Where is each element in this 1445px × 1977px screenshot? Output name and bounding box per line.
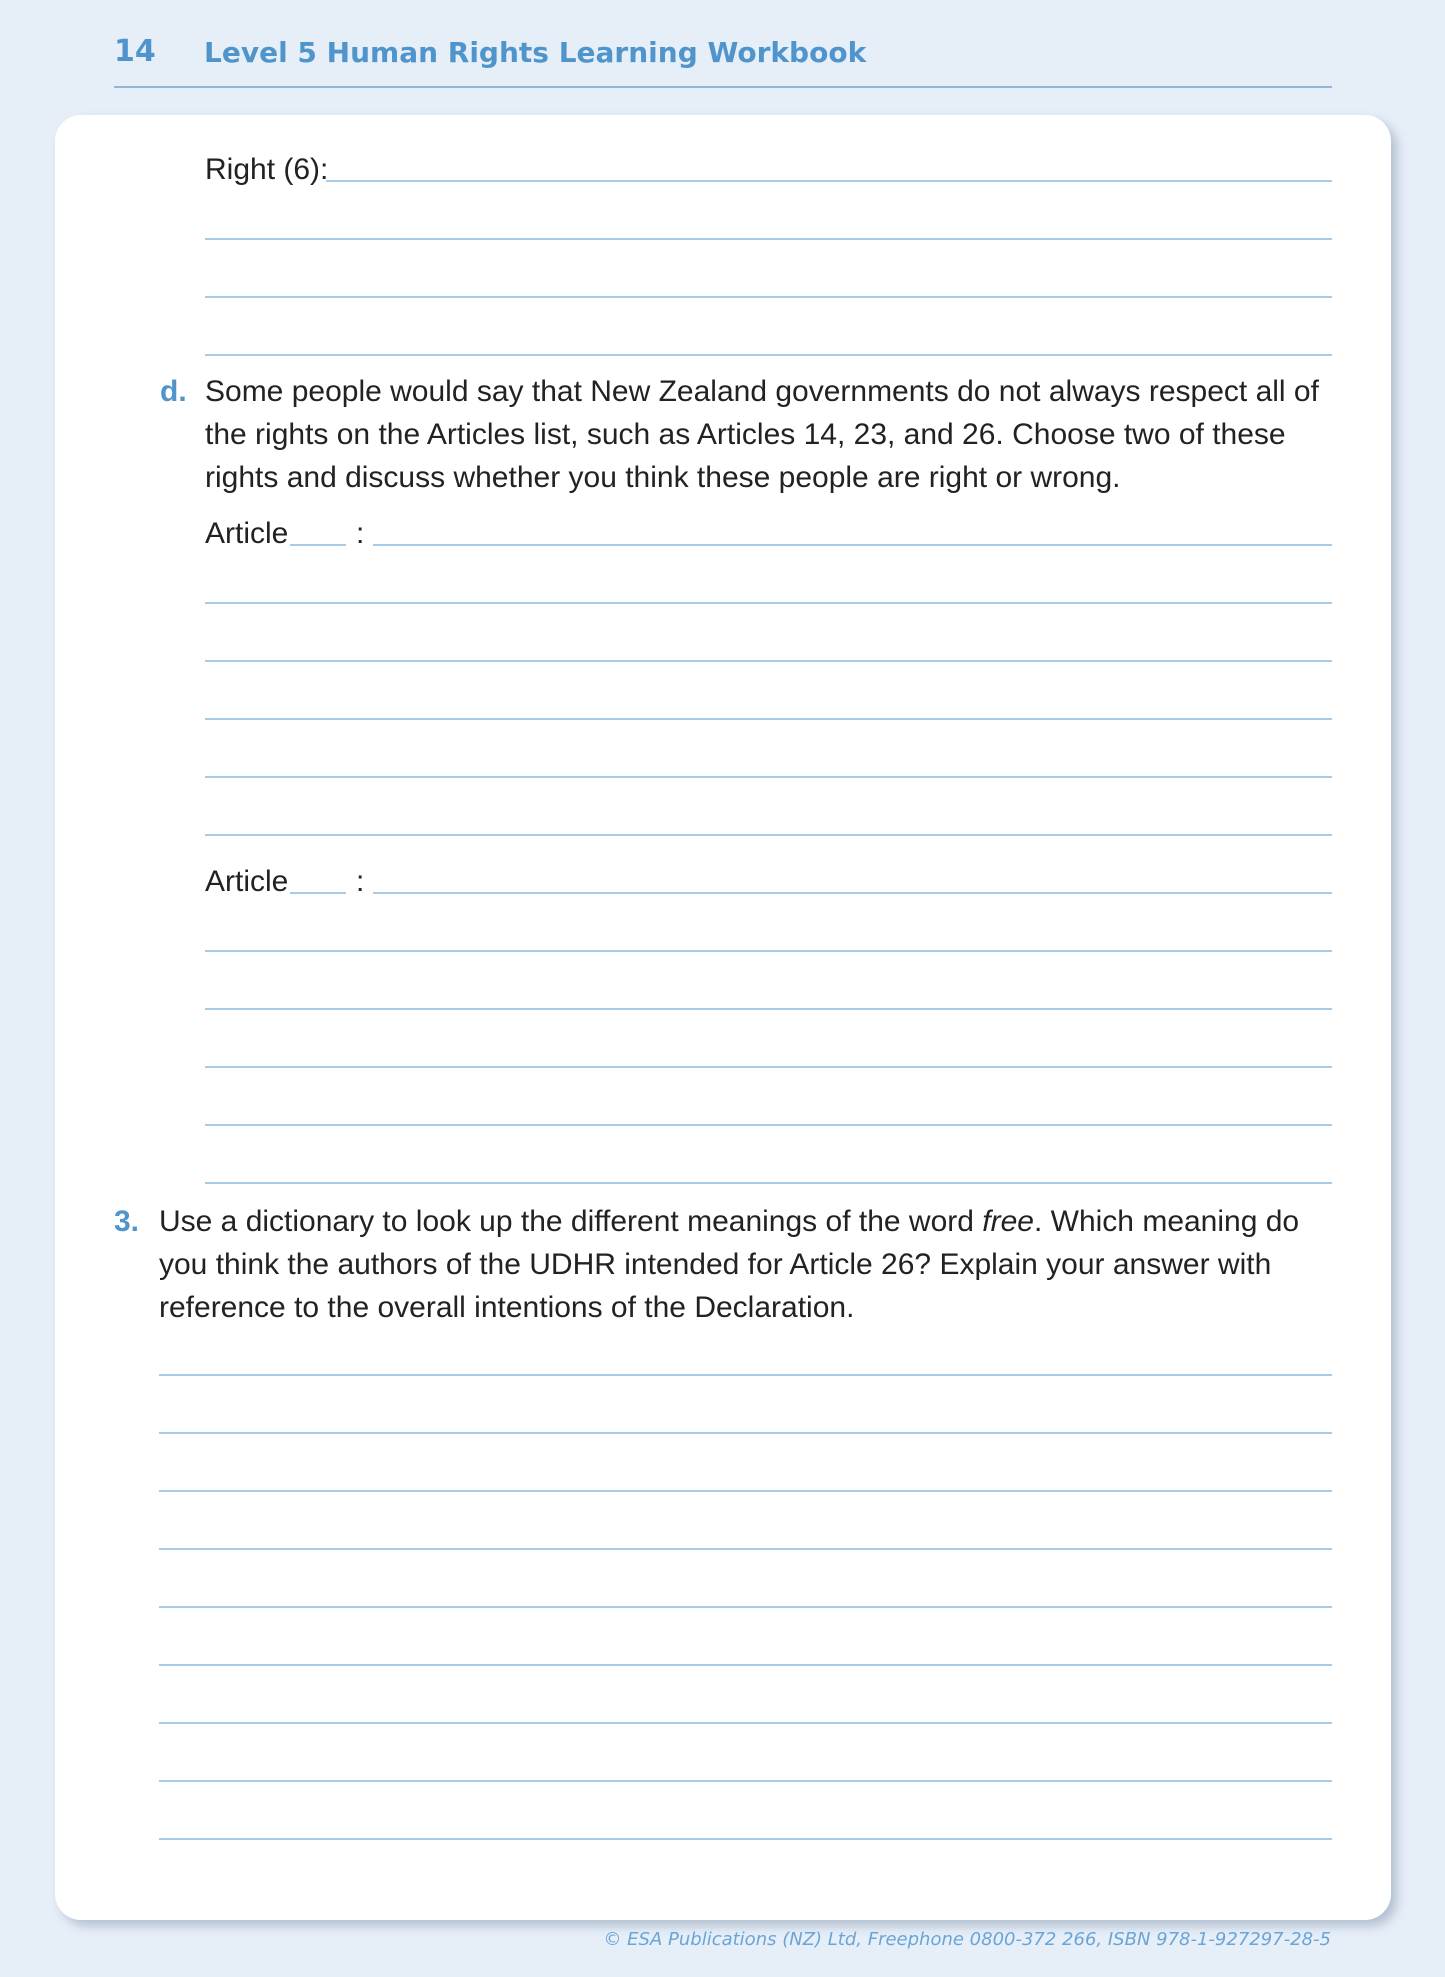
answer-line[interactable] — [159, 1548, 1332, 1550]
answer-line[interactable] — [373, 892, 1332, 894]
answer-line[interactable] — [159, 1490, 1332, 1492]
answer-line[interactable] — [205, 834, 1332, 836]
answer-line[interactable] — [159, 1722, 1332, 1724]
page-header — [114, 30, 1332, 88]
answer-line[interactable] — [205, 1182, 1332, 1184]
answer-line[interactable] — [159, 1780, 1332, 1782]
answer-line[interactable] — [159, 1606, 1332, 1608]
answer-line[interactable] — [205, 296, 1332, 298]
answer-line[interactable] — [159, 1664, 1332, 1666]
answer-line[interactable] — [205, 602, 1332, 604]
article-colon: : — [356, 517, 365, 550]
answer-line[interactable] — [373, 544, 1332, 546]
answer-line[interactable] — [205, 660, 1332, 662]
answer-line[interactable] — [205, 950, 1332, 952]
answer-line[interactable] — [205, 776, 1332, 778]
answer-line[interactable] — [205, 718, 1332, 720]
copyright-footer: © ESA Publications (NZ) Ltd, Freephone 0800-372 266, ISBN 978-1-927297-28-5 — [603, 1929, 1331, 1950]
answer-line[interactable] — [159, 1838, 1332, 1840]
article-label: Article — [205, 865, 289, 898]
article-colon: : — [356, 865, 365, 898]
answer-line[interactable] — [205, 1066, 1332, 1068]
answer-line[interactable] — [326, 180, 1332, 182]
question-3-text-after: . Which meaning do you think the authors of the UDHR intended for Article 26? Explain your answer with reference to the overall intentions of the Declaration. — [159, 1205, 1300, 1324]
page-number: 14 — [114, 34, 156, 69]
right-6-label: Right (6): — [205, 153, 329, 186]
question-d-marker: d. — [160, 375, 187, 408]
article-label: Article — [205, 517, 289, 550]
question-3-text-before: Use a dictionary to look up the different meanings of the word — [159, 1205, 983, 1238]
question-3-italic-word: free — [982, 1205, 1034, 1238]
answer-line[interactable] — [205, 238, 1332, 240]
book-title: Level 5 Human Rights Learning Workbook — [204, 36, 867, 69]
answer-line[interactable] — [205, 354, 1332, 356]
answer-line[interactable] — [159, 1374, 1332, 1376]
answer-line[interactable] — [159, 1432, 1332, 1434]
article-number-blank[interactable] — [290, 892, 346, 894]
question-3-marker: 3. — [114, 1205, 140, 1238]
article-number-blank[interactable] — [290, 544, 346, 546]
answer-line[interactable] — [205, 1008, 1332, 1010]
question-d-text: Some people would say that New Zealand governments do not always respect all of the rights on the Articles list, such as Articles 14, 23, and 26. Choose two of these rights and discuss whether you think these people are right or wrong. — [205, 375, 1319, 494]
answer-line[interactable] — [205, 1124, 1332, 1126]
question-3-text — [159, 1200, 1339, 1329]
